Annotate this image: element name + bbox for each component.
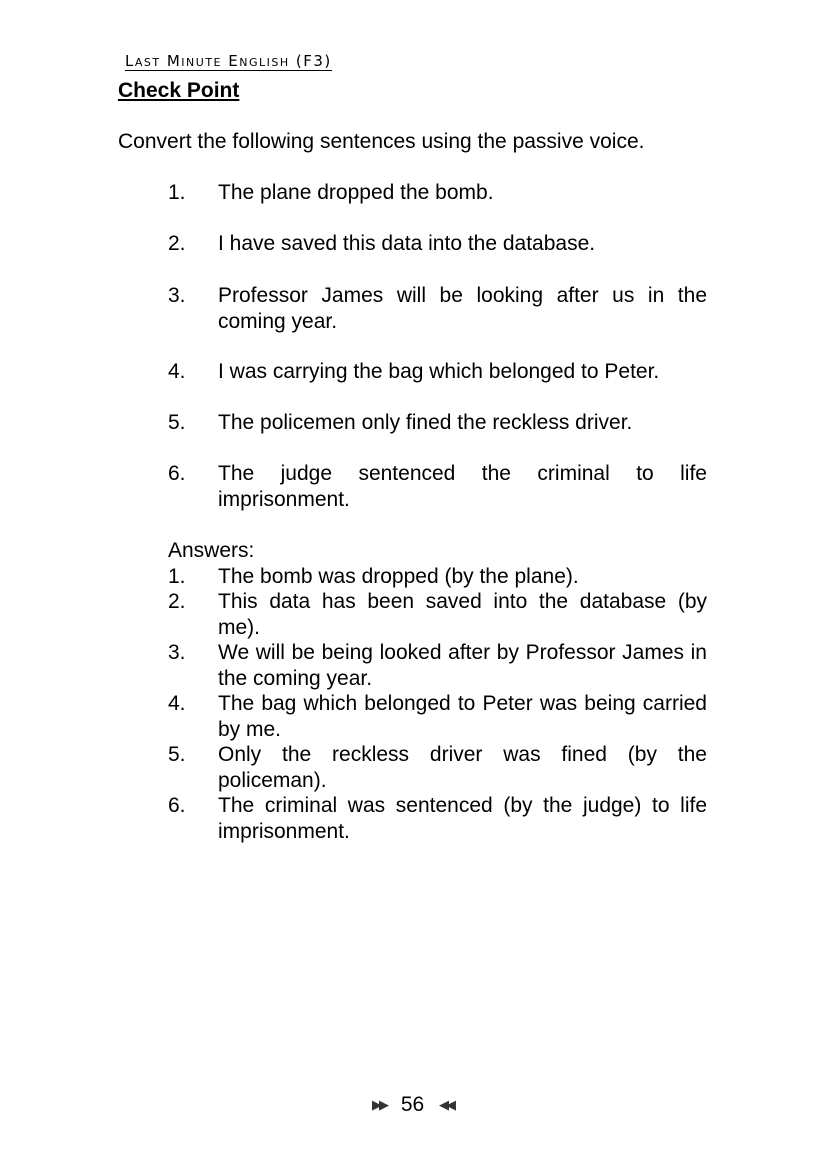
answer-item-2 <box>168 589 707 641</box>
answer-number: 2. <box>168 590 186 613</box>
instruction-text: Convert the following sentences using the passive voice. <box>118 130 645 153</box>
question-number: 2. <box>168 232 186 255</box>
answer-text: The bag which belonged to Peter was being carried by me. <box>218 692 707 741</box>
answer-number: 3. <box>168 641 186 664</box>
question-item-6 <box>168 461 707 513</box>
answer-text: Only the reckless driver was fined (by the policeman). <box>218 743 707 792</box>
answer-number: 1. <box>168 565 186 588</box>
answer-item-5 <box>168 742 707 794</box>
answer-number: 4. <box>168 692 186 715</box>
question-number: 1. <box>168 181 186 204</box>
question-number: 6. <box>168 462 186 485</box>
answer-number: 5. <box>168 743 186 766</box>
question-text: I was carrying the bag which belonged to Peter. <box>218 360 660 383</box>
double-arrow-right-icon: ▶▶ <box>371 1097 386 1112</box>
question-number: 5. <box>168 411 186 434</box>
question-text: The judge sentenced the criminal to life imprisonment. <box>218 462 707 511</box>
question-text: The plane dropped the bomb. <box>218 181 494 204</box>
answer-item-1 <box>168 564 707 590</box>
answer-number: 6. <box>168 794 186 817</box>
question-item-5 <box>168 410 707 436</box>
answer-text: The criminal was sentenced (by the judge) to life imprisonment. <box>218 794 707 843</box>
question-number: 4. <box>168 360 186 383</box>
question-item-3 <box>168 283 707 335</box>
page-number-value: 56 <box>400 1093 425 1116</box>
answer-text: We will be being looked after by Professor James in the coming year. <box>218 641 707 690</box>
page-number <box>0 1092 825 1118</box>
answer-text: The bomb was dropped (by the plane). <box>218 565 579 588</box>
question-item-2 <box>168 231 707 257</box>
question-item-1 <box>168 180 707 206</box>
question-number: 3. <box>168 284 186 307</box>
question-item-4 <box>168 359 707 385</box>
answer-item-4 <box>168 691 707 743</box>
answer-item-3 <box>168 640 707 692</box>
running-header: Last Minute English (F3) <box>125 52 332 70</box>
question-text: The policemen only fined the reckless driver. <box>218 411 633 434</box>
answer-item-6 <box>168 793 707 845</box>
double-arrow-left-icon: ◀◀ <box>439 1097 454 1112</box>
question-text: Professor James will be looking after us in the coming year. <box>218 284 707 333</box>
answer-text: This data has been saved into the database (by me). <box>218 590 707 639</box>
question-text: I have saved this data into the database. <box>218 232 596 255</box>
answers-label: Answers: <box>168 539 255 562</box>
section-title: Check Point <box>118 79 240 102</box>
